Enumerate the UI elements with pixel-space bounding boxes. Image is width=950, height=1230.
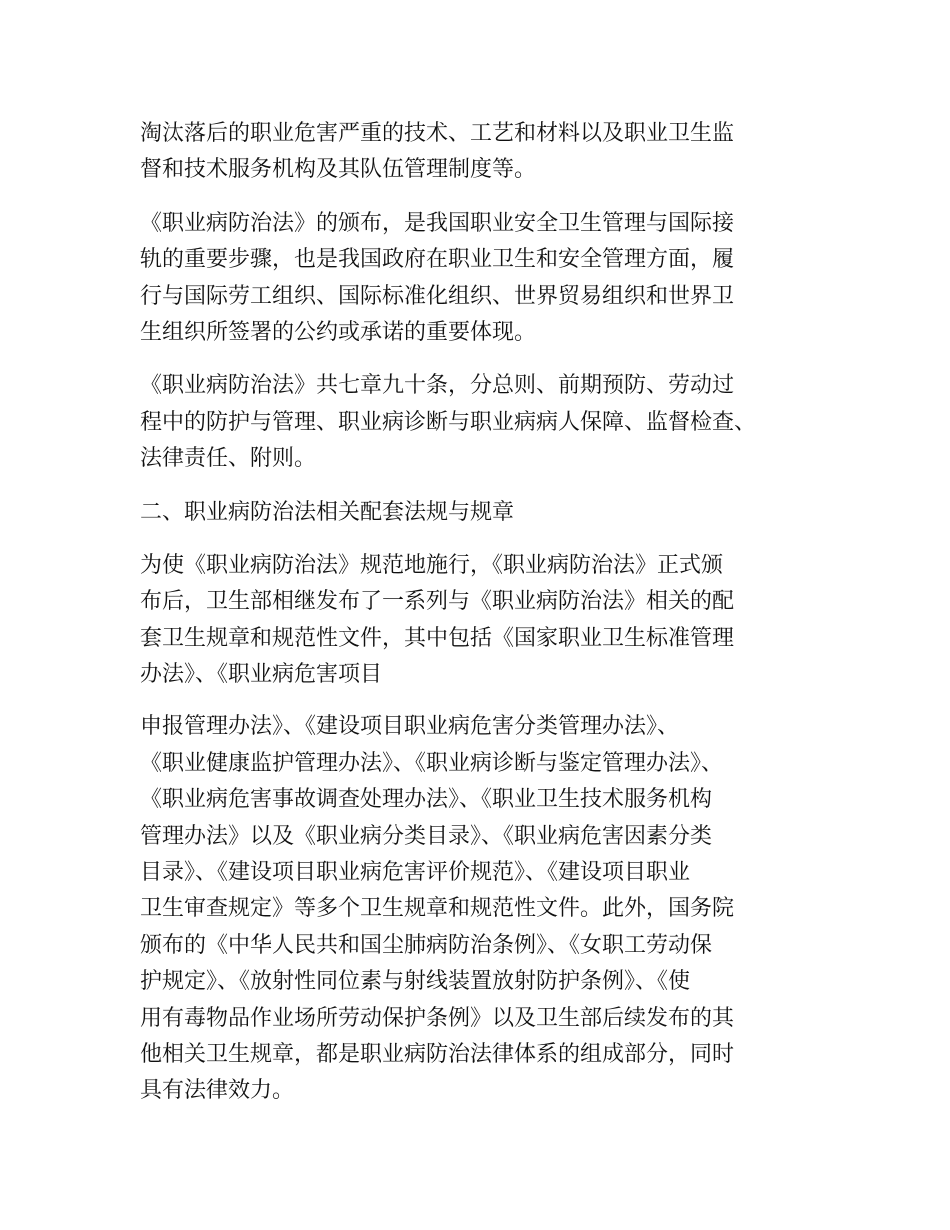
- paragraph-supporting-regulations: [140, 548, 820, 694]
- text-line: 生组织所签署的公约或承诺的重要体现。: [140, 319, 537, 345]
- text-line: 卫生审查规定》等多个卫生规章和规范性文件。此外，国务院: [140, 896, 735, 922]
- text-line: 行与国际劳工组织、国际标准化组织、世界贸易组织和世界卫: [140, 283, 735, 309]
- text-line: 目录》、《建设项目职业病危害评价规范》、《建设项目职业: [140, 860, 691, 886]
- text-line: 办法》、《职业病危害项目: [140, 662, 383, 688]
- paragraph-elimination-policies: [140, 116, 820, 189]
- text-line: 布后，卫生部相继发布了一系列与《职业病防治法》相关的配: [140, 589, 735, 615]
- text-line: 法律责任、附则。: [140, 446, 317, 472]
- heading-text: 二、职业病防治法相关配套法规与规章: [140, 499, 515, 525]
- text-line: 用有毒物品作业场所劳动保护条例》以及卫生部后续发布的其: [140, 1005, 735, 1031]
- document-body: [140, 116, 820, 1127]
- text-line: 《职业病危害事故调查处理办法》、《职业卫生技术服务机构: [140, 787, 713, 813]
- text-line: 程中的防护与管理、职业病诊断与职业病病人保障、监督检查、: [140, 409, 757, 435]
- text-line: 《职业健康监护管理办法》、《职业病诊断与鉴定管理办法》、: [140, 750, 724, 776]
- text-line: 申报管理办法》、《建设项目职业病危害分类管理办法》、: [140, 714, 680, 740]
- text-line: 轨的重要步骤，也是我国政府在职业卫生和安全管理方面，履: [140, 247, 735, 273]
- text-line: 督和技术服务机构及其队伍管理制度等。: [140, 157, 537, 183]
- paragraph-law-structure: [140, 368, 820, 477]
- text-line: 套卫生规章和规范性文件，其中包括《国家职业卫生标准管理: [140, 625, 735, 651]
- section-heading: [140, 495, 820, 531]
- text-line: 护规定》、《放射性同位素与射线装置放射防护条例》、《使: [140, 969, 691, 995]
- paragraph-law-promulgation: [140, 206, 820, 352]
- text-line: 他相关卫生规章，都是职业病防治法律体系的组成部分，同时: [140, 1041, 735, 1067]
- text-line: 具有法律效力。: [140, 1078, 295, 1104]
- text-line: 淘汰落后的职业危害严重的技术、工艺和材料以及职业卫生监: [140, 121, 735, 146]
- text-line: 为使《职业病防治法》规范地施行，《职业病防治法》正式颁: [140, 552, 724, 578]
- text-line: 《职业病防治法》共七章九十条，分总则、前期预防、劳动过: [140, 373, 735, 399]
- paragraph-regulation-list: [140, 709, 820, 1109]
- text-line: 管理办法》以及《职业病分类目录》、《职业病危害因素分类: [140, 823, 713, 849]
- text-line: 颁布的《中华人民共和国尘肺病防治条例》、《女职工劳动保: [140, 932, 713, 958]
- text-line: 《职业病防治法》的颁布，是我国职业安全卫生管理与国际接: [140, 210, 735, 236]
